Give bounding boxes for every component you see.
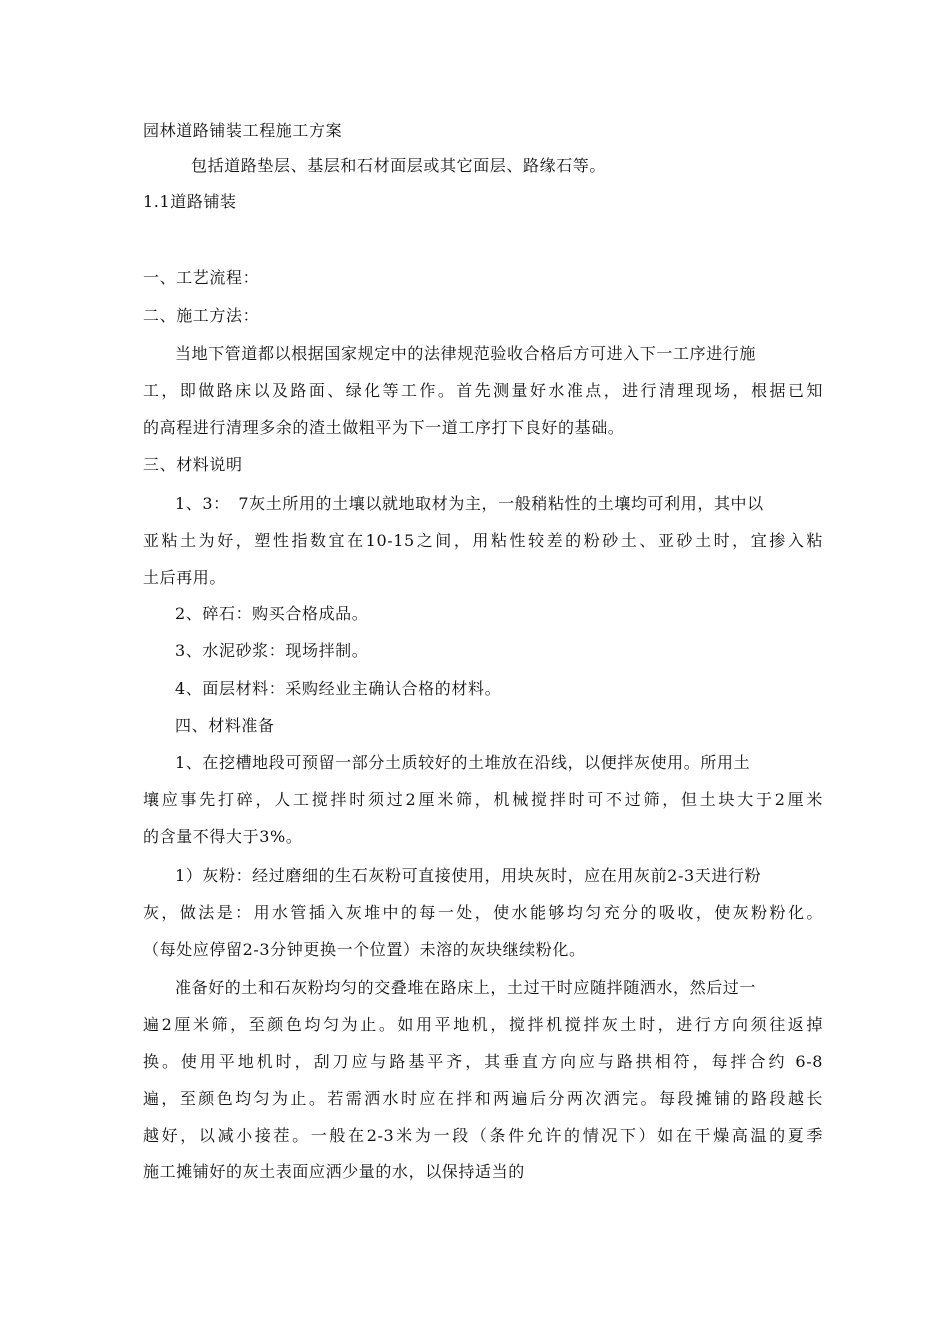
section-heading-1-1: 1.1道路铺装 xyxy=(143,192,237,211)
material-1-line: 土后再用。 xyxy=(143,568,227,587)
lime-line: 1）灰粉：经过磨细的生石灰粉可直接使用，用块灰时，应在用灰前2-3天进行粉 xyxy=(175,866,762,885)
heading-process-flow: 一、工艺流程： xyxy=(143,268,260,287)
method-line: 当地下管道都以根据国家规定中的法律规范验收合格后方可进入下一工序进行施 xyxy=(175,344,757,363)
mix-line: 遍2厘米筛，至颜色均匀为止。如用平地机，搅拌机搅拌灰土时，进行方向须往返掉 xyxy=(143,1015,823,1034)
document-title: 园林道路铺装工程施工方案 xyxy=(143,121,343,140)
prep-1-line: 的含量不得大于3%。 xyxy=(143,827,303,846)
method-line: 工，即做路床以及路面、绿化等工作。首先测量好水准点，进行清理现场，根据已知 xyxy=(143,381,823,400)
lime-line: 灰，做法是：用水管插入灰堆中的每一处，使水能够均匀充分的吸收，使灰粉粉化。 xyxy=(143,903,823,922)
material-3: 3、水泥砂浆：现场拌制。 xyxy=(175,641,369,660)
mix-line: 施工摊铺好的灰土表面应洒少量的水，以保持适当的 xyxy=(143,1162,525,1181)
heading-material-description: 三、材料说明 xyxy=(143,455,243,474)
heading-construction-method: 二、施工方法： xyxy=(143,306,260,325)
lime-line: （每处应停留2-3分钟更换一个位置）未溶的灰块继续粉化。 xyxy=(143,940,586,959)
mix-line: 准备好的土和石灰粉均匀的交叠堆在路床上，土过干时应随拌随洒水，然后过一 xyxy=(175,978,757,997)
prep-1-line: 1、在挖槽地段可预留一部分土质较好的土堆放在沿线，以便拌灰使用。所用土 xyxy=(175,753,751,772)
material-2: 2、碎石：购买合格成品。 xyxy=(175,604,369,623)
mix-line: 换。使用平地机时，刮刀应与路基平齐，其垂直方向应与路拱相符，每拌合约 6-8 xyxy=(143,1052,823,1071)
material-1-line: 亚粘土为好，塑性指数宜在10-15之间，用粘性较差的粉砂土、亚砂土时，宜掺入粘 xyxy=(143,531,823,550)
prep-1-line: 壤应事先打碎，人工搅拌时须过2厘米筛，机械搅拌时可不过筛，但土块大于2厘米 xyxy=(143,790,823,809)
material-4: 4、面层材料：采购经业主确认合格的材料。 xyxy=(175,679,502,698)
mix-line: 越好，以减小接茬。一般在2-3米为一段（条件允许的情况下）如在干燥高温的夏季 xyxy=(143,1126,823,1145)
mix-line: 遍，至颜色均匀为止。若需洒水时应在拌和两遍后分两次洒完。每段摊铺的路段越长 xyxy=(143,1089,823,1108)
heading-material-preparation: 四、材料准备 xyxy=(175,716,275,735)
intro-paragraph: 包括道路垫层、基层和石材面层或其它面层、路缘石等。 xyxy=(191,156,607,175)
method-line: 的高程进行清理多余的渣土做粗平为下一道工序打下良好的基础。 xyxy=(143,418,625,437)
material-1-line: 1、3： 7灰土所用的土壤以就地取材为主，一般稍粘性的土壤均可利用，其中以 xyxy=(175,494,764,513)
